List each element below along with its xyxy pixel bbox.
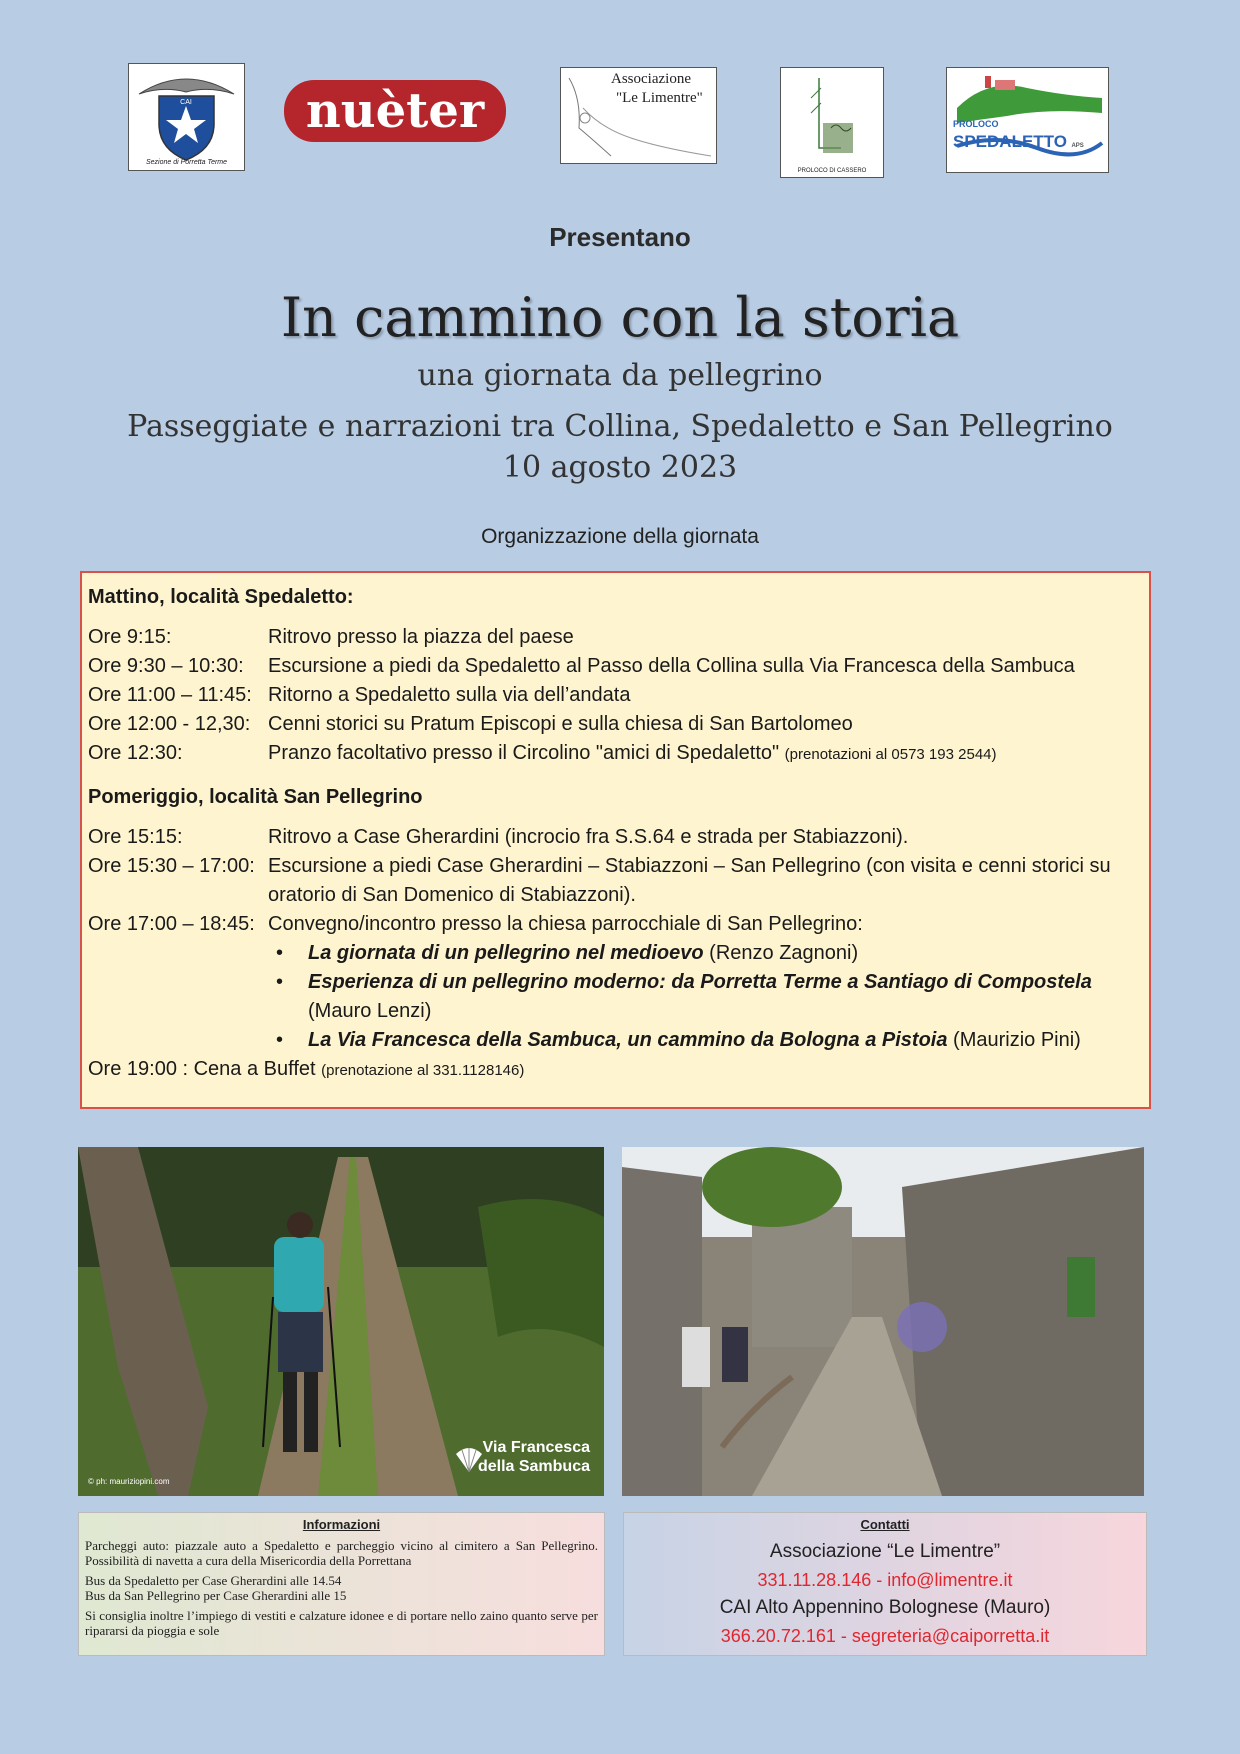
presentano-label: Presentano bbox=[549, 222, 691, 252]
schedule-description bbox=[268, 623, 1143, 652]
schedule-row bbox=[88, 739, 1143, 769]
schedule-time: Ore 9:30 – 10:30: bbox=[88, 655, 244, 677]
schedule-time: Ore 15:30 – 17:00: bbox=[88, 855, 255, 877]
schedule-note: (prenotazioni al 0573 193 2544) bbox=[784, 746, 997, 763]
schedule-description bbox=[268, 652, 1143, 681]
photo1-caption-line2: della Sambuca bbox=[477, 1458, 590, 1475]
talk-title: La giornata di un pellegrino nel medioevo bbox=[308, 942, 704, 964]
morning-schedule bbox=[88, 623, 1143, 769]
contact-org2: CAI Alto Appennino Bolognese (Mauro) bbox=[719, 1597, 1051, 1618]
schedule-time: Ore 9:15: bbox=[88, 626, 172, 648]
nueter-text: nuèter bbox=[305, 83, 485, 139]
talk-speaker: (Renzo Zagnoni) bbox=[709, 942, 859, 964]
cai-logo bbox=[128, 63, 245, 171]
talks-list bbox=[88, 939, 1143, 1055]
photo1-caption-line1: Via Francesca bbox=[482, 1439, 590, 1456]
event-description: Passeggiate e narrazioni tra Collina, Spedaletto e San Pellegrino bbox=[127, 409, 1113, 444]
photo1-credit: © ph: mauriziopini.com bbox=[88, 1477, 170, 1486]
talk-item bbox=[268, 968, 1143, 1026]
bullet-icon: • bbox=[276, 971, 284, 993]
schedule-description-text: Ritrovo presso la piazza del paese bbox=[268, 626, 574, 648]
page-subtitle: una giornata da pellegrino bbox=[417, 358, 823, 393]
talk-speaker: (Maurizio Pini) bbox=[953, 1029, 1081, 1051]
schedule-description-text: Cenni storici su Pratum Episcopi e sulla chiesa di San Bartolomeo bbox=[268, 713, 853, 735]
talk-title: Esperienza di un pellegrino moderno: da Porretta Terme a Santiago di Compostela bbox=[308, 971, 1092, 993]
schedule-row bbox=[88, 681, 1143, 710]
schedule-description bbox=[268, 823, 1143, 852]
morning-title: Mattino, località Spedaletto: bbox=[88, 586, 354, 608]
bullet-icon: • bbox=[276, 1029, 284, 1051]
event-date: 10 agosto 2023 bbox=[502, 450, 738, 485]
contact-org2-details[interactable]: 366.20.72.161 - segreteria@caiporretta.it bbox=[720, 1626, 1050, 1646]
schedule-description-text: Ritrovo a Case Gherardini (incrocio fra S.S.64 e strada per Stabiazzoni). bbox=[268, 826, 909, 848]
spedaletto-logo bbox=[946, 67, 1109, 173]
cai-badge-text: CAI bbox=[180, 99, 192, 106]
schedule-time: Ore 11:00 – 11:45: bbox=[88, 684, 252, 706]
cassero-caption: PROLOCO DI CASSERO bbox=[797, 168, 867, 174]
schedule-description-text: Convegno/incontro presso la chiesa parrocchiale di San Pellegrino: bbox=[268, 913, 863, 935]
schedule-description bbox=[268, 710, 1143, 739]
photo1-caption bbox=[478, 1438, 590, 1476]
info-title: Informazioni bbox=[302, 1517, 381, 1532]
schedule-row bbox=[88, 910, 1143, 939]
schedule-description bbox=[268, 681, 1143, 710]
talk-item bbox=[268, 939, 1143, 968]
contact-org1: Associazione “Le Limentre” bbox=[769, 1541, 1001, 1562]
cai-caption: Sezione di Porretta Terme bbox=[145, 159, 228, 166]
info-advice: Si consiglia inoltre l’impiego di vestiti e calzature idonee e di portare nello zaino quanto serve per ripararsi da pioggia e sole bbox=[85, 1608, 598, 1638]
schedule-description bbox=[268, 739, 1143, 769]
limentre-logo bbox=[560, 67, 717, 164]
nueter-logo bbox=[284, 80, 506, 142]
schedule-time: Ore 17:00 – 18:45: bbox=[88, 913, 255, 935]
spedaletto-suffix: APS bbox=[1071, 143, 1084, 149]
pilgrim-photo bbox=[78, 1147, 604, 1496]
schedule-row bbox=[88, 623, 1143, 652]
schedule-description bbox=[268, 852, 1143, 910]
cassero-logo bbox=[780, 67, 884, 178]
schedule-description-text: Ritorno a Spedaletto sulla via dell’andata bbox=[268, 684, 631, 706]
schedule-time: Ore 12:00 - 12,30: bbox=[88, 713, 251, 735]
schedule-description-text: Pranzo facoltativo presso il Circolino "amici di Spedaletto" bbox=[268, 742, 780, 764]
dinner-text: Ore 19:00 : Cena a Buffet bbox=[88, 1058, 316, 1080]
schedule-time: Ore 15:15: bbox=[88, 826, 183, 848]
contacts-title: Contatti bbox=[860, 1517, 910, 1532]
dinner-note: (prenotazione al 331.1128146) bbox=[321, 1062, 525, 1079]
schedule-description-text: Escursione a piedi Case Gherardini – Stabiazzoni – San Pellegrino (con visita e cenni storici su oratorio di San Domenico di Stabiazzoni). bbox=[268, 855, 1111, 906]
info-bus-2: Bus da San Pellegrino per Case Gherardini alle 15 bbox=[85, 1588, 347, 1603]
talk-speaker: (Mauro Lenzi) bbox=[308, 1000, 432, 1022]
program-box bbox=[80, 571, 1151, 1109]
limentre-line2: "Le Limentre" bbox=[616, 90, 703, 106]
spedaletto-prefix: PROLOCO bbox=[953, 119, 999, 129]
schedule-description bbox=[268, 910, 1143, 939]
afternoon-title: Pomeriggio, località San Pellegrino bbox=[88, 786, 423, 808]
dinner-row bbox=[88, 1055, 1143, 1085]
contacts-box bbox=[623, 1512, 1147, 1656]
contact-org1-details[interactable]: 331.11.28.146 - info@limentre.it bbox=[757, 1570, 1013, 1590]
afternoon-schedule bbox=[88, 823, 1143, 939]
limentre-line1: Associazione bbox=[611, 71, 691, 87]
bullet-icon: • bbox=[276, 942, 284, 964]
info-bus-1: Bus da Spedaletto per Case Gherardini alle 14.54 bbox=[85, 1573, 342, 1588]
schedule-row bbox=[88, 852, 1143, 910]
schedule-description-text: Escursione a piedi da Spedaletto al Passo della Collina sulla Via Francesca della Sambuca bbox=[268, 655, 1075, 677]
spedaletto-name: SPEDALETTO bbox=[953, 132, 1067, 151]
talk-item bbox=[268, 1026, 1143, 1055]
schedule-row bbox=[88, 652, 1143, 681]
organization-heading: Organizzazione della giornata bbox=[481, 525, 759, 548]
page-title: In cammino con la storia bbox=[280, 286, 960, 349]
schedule-row bbox=[88, 710, 1143, 739]
village-photo bbox=[622, 1147, 1144, 1496]
talk-title: La Via Francesca della Sambuca, un cammino da Bologna a Pistoia bbox=[308, 1029, 948, 1051]
schedule-row bbox=[88, 823, 1143, 852]
info-parking: Parcheggi auto: piazzale auto a Spedaletto e parcheggio vicino al cimitero a San Pellegrino. Possibilità di navetta a cura della Misericordia della Porrettana bbox=[85, 1538, 598, 1568]
info-box bbox=[78, 1512, 605, 1656]
schedule-time: Ore 12:30: bbox=[88, 742, 183, 764]
